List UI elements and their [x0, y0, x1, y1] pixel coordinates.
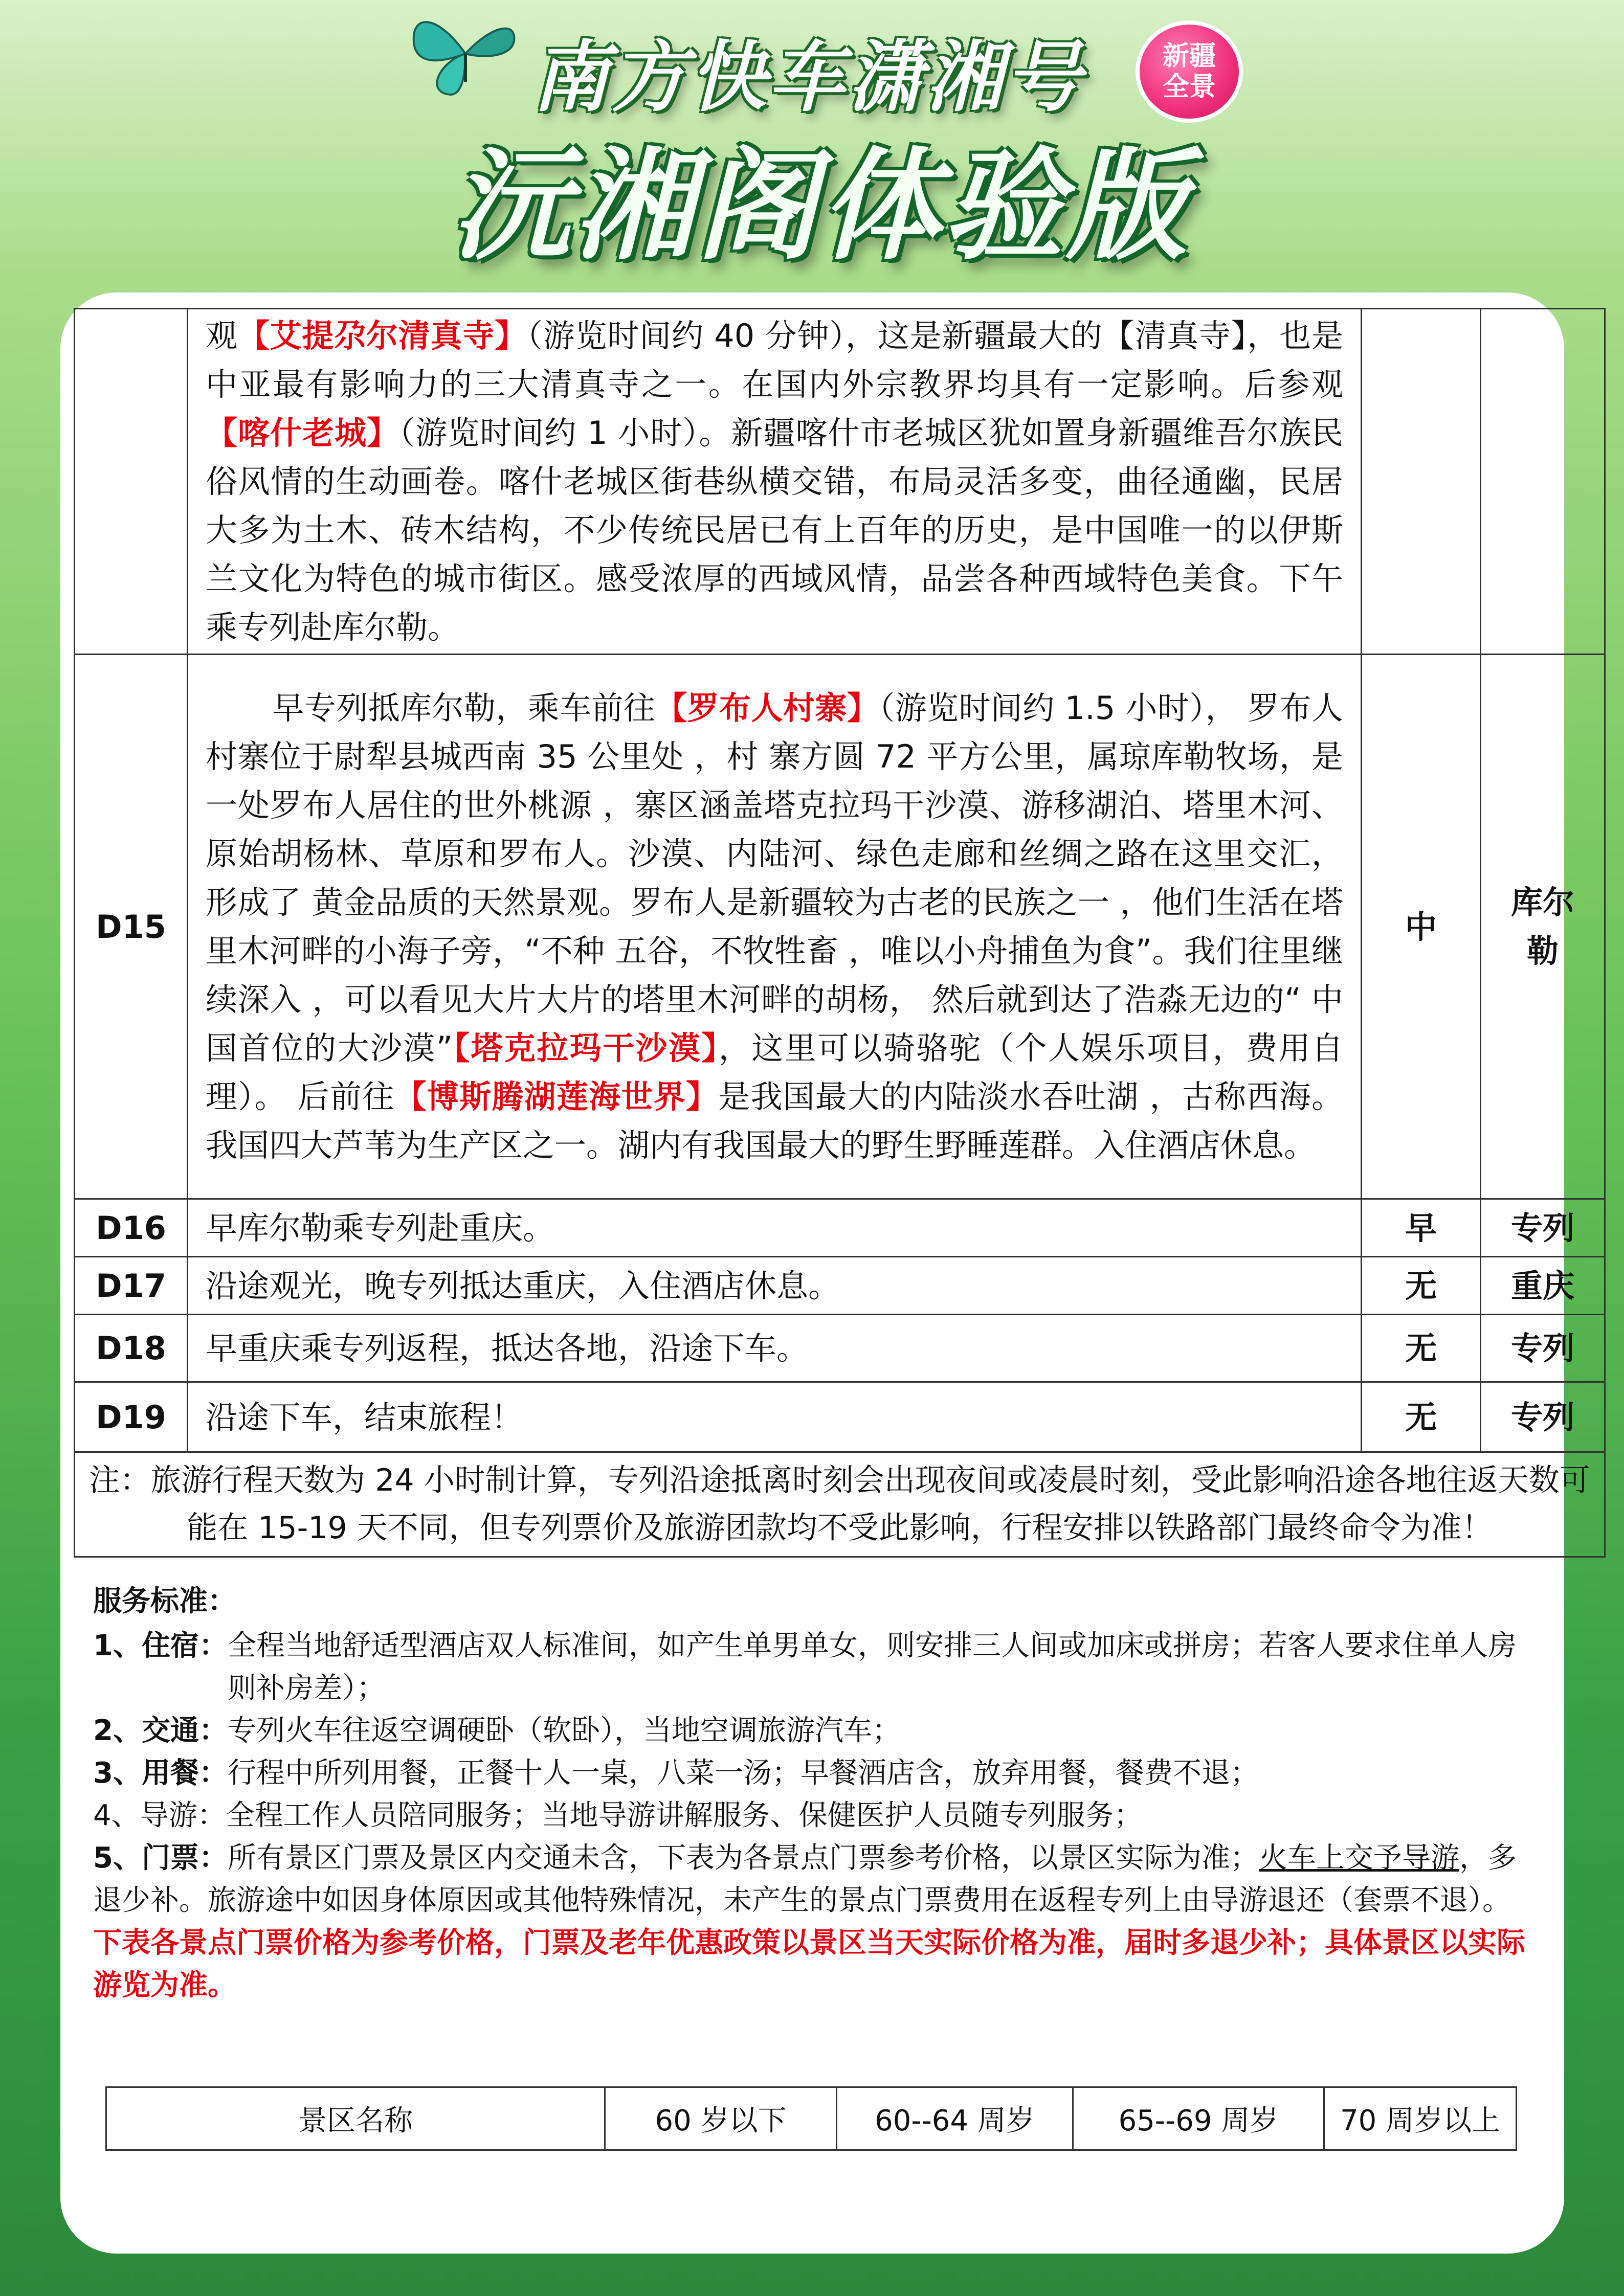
description-cell	[188, 309, 1362, 655]
service-label: 5、门票：	[93, 1841, 228, 1875]
desc-text: （游览时间约 40 分钟），这是新疆最大的【清真寺】，也是中亚最有影响力的三大清真寺之一。在国内外宗教界均具有一定影响。后参观	[206, 317, 1343, 403]
service-text: 专列火车往返空调硬卧（软卧），当地空调旅游汽车；	[227, 1714, 901, 1747]
attraction-name: 【罗布人村寨】	[655, 689, 879, 727]
service-text: 行程中所列用餐，正餐十人一桌，八菜一汤；早餐酒店含，放弃用餐，餐费不退；	[227, 1757, 1259, 1790]
service-label: 1、住宿：	[93, 1629, 228, 1662]
hotel-cell: 专列	[1481, 1315, 1605, 1382]
attraction-name: 【喀什老城】	[206, 414, 399, 452]
service-label: 3、用餐：	[93, 1757, 228, 1790]
ticket-policy	[93, 1837, 1541, 1922]
desc-text: （游览时间约 1.5 小时）， 罗布人村寨位于尉犁县城西南 35 公里处 ，村 寨方圆 72 平方公里，属琼库勒牧场，是一处罗布人居住的世外桃源 ，寨区涵盖塔克拉玛干沙漠、游移湖泊、塔里木河、原始胡杨林、草原和罗布人。沙漠、内陆河、绿色走廊和丝绸之路在这里交汇，形成了 黄金品质的天然景观。罗布人是新疆较为古老的民族之一 ，他们生活在塔里木河畔的小海子旁，“不种 五谷，不牧牲畜 ，唯以小舟捕鱼为食”。我们往里继续深入 ，可以看见大片大片的塔里木河畔的胡杨， 然后就到达了浩淼无边的“ 中国首位的大沙漠”	[206, 689, 1343, 1067]
column-header: 60--64 周岁	[837, 2087, 1073, 2150]
table-row	[75, 309, 1605, 655]
description-cell: 沿途下车，结束旅程！	[188, 1382, 1362, 1452]
service-text-underlined: 火车上交予导游	[1258, 1841, 1459, 1875]
hotel-cell: 重庆	[1481, 1257, 1605, 1315]
meal-cell: 早	[1362, 1199, 1481, 1257]
meal-cell: 无	[1362, 1315, 1481, 1382]
column-header: 60 岁以下	[605, 2087, 837, 2150]
column-header: 70 周岁以上	[1324, 2087, 1517, 2150]
day-cell	[75, 309, 188, 655]
service-item	[93, 1625, 1541, 1709]
table-row	[75, 1257, 1605, 1315]
day-cell: D17	[75, 1257, 188, 1315]
hotel-cell	[1481, 655, 1605, 1199]
meal-cell: 无	[1362, 1382, 1481, 1452]
desc-text: ，这里可以骑骆驼（个人娱乐项目，费用自理）。 后前往	[206, 1029, 1343, 1115]
service-item	[93, 1709, 1541, 1752]
ticket-price-table	[105, 2086, 1517, 2151]
day-cell: D16	[75, 1199, 188, 1257]
service-standards	[93, 1580, 1541, 2007]
meal-cell: 中	[1362, 655, 1481, 1199]
table-row	[75, 1382, 1605, 1452]
desc-text: （游览时间约 1 小时）。新疆喀什市老城区犹如置身新疆维吾尔族民俗风情的生动画卷。喀什老城区街巷纵横交错，布局灵活多变，曲径通幽，民居大多为土木、砖木结构，不少传统民居已有上百年的历史，是中国唯一的以伊斯兰文化为特色的城市街区。感受浓厚的西域风情，品尝各种西域特色美食。下午乘专列赴库尔勒。	[206, 414, 1343, 646]
service-item	[93, 1794, 1541, 1837]
note-row	[75, 1452, 1605, 1557]
attraction-name: 【塔克拉玛干沙漠】	[452, 1029, 719, 1067]
itinerary-table	[74, 308, 1606, 1558]
desc-text: 早专列抵库尔勒，乘车前往	[272, 689, 656, 727]
banner	[0, 0, 1624, 307]
table-row	[75, 1199, 1605, 1257]
table-row	[75, 1315, 1605, 1382]
day-cell: D19	[75, 1382, 188, 1452]
service-label: 2、交通：	[93, 1714, 228, 1747]
meal-cell	[1362, 309, 1481, 655]
day-cell: D18	[75, 1315, 188, 1382]
desc-text: 是我国最大的内陆淡水吞吐湖 ，古称西海。我国四大芦苇为生产区之一。湖内有我国最大的野生野睡莲群。入住酒店休息。	[206, 1078, 1343, 1164]
day-cell: D15	[75, 655, 188, 1199]
description-cell: 沿途观光，晚专列抵达重庆，入住酒店休息。	[188, 1257, 1362, 1315]
badge-line1: 新疆	[1162, 41, 1216, 72]
desc-text: 观	[206, 317, 238, 354]
service-label: 4、导游：	[93, 1799, 226, 1832]
description-cell: 早库尔勒乘专列赴重庆。	[188, 1199, 1362, 1257]
description-cell	[188, 655, 1362, 1199]
banner-title-line1: 南方快车潇湘号	[532, 33, 1084, 122]
attraction-name: 【艾提尕尔清真寺】	[237, 317, 527, 354]
service-heading: 服务标准：	[93, 1585, 236, 1618]
hotel-cell: 专列	[1481, 1199, 1605, 1257]
badge-line2: 全景	[1162, 72, 1216, 102]
column-header: 景区名称	[106, 2087, 605, 2150]
hotel-label: 库尔勒	[1510, 884, 1574, 970]
butterfly-icon	[404, 5, 527, 102]
service-text: 所有景区门票及景区内交通未含，下表为各景点门票参考价格，以景区实际为准；	[227, 1841, 1259, 1875]
table-header-row	[106, 2087, 1517, 2150]
attraction-name: 【博斯腾湖莲海世界】	[394, 1078, 719, 1115]
region-badge	[1136, 20, 1243, 123]
meal-cell: 无	[1362, 1257, 1481, 1315]
banner-title-line2: 沅湘阁体验版	[450, 137, 1190, 276]
column-header: 65--69 周岁	[1073, 2087, 1324, 2150]
table-row	[75, 655, 1605, 1199]
hotel-cell	[1481, 309, 1605, 655]
service-text: 全程当地舒适型酒店双人标准间，如产生单男单女，则安排三人间或加床或拼房；若客人要求住单人房则补房差）；	[227, 1629, 1517, 1705]
ticket-price-warning: 下表各景点门票价格为参考价格，门票及老年优惠政策以景区当天实际价格为准，届时多退少补；具体景区以实际游览为准。	[93, 1926, 1525, 2002]
hotel-cell: 专列	[1481, 1382, 1605, 1452]
itinerary-note: 注：旅游行程天数为 24 小时制计算，专列沿途抵离时刻会出现夜间或凌晨时刻，受此影响沿途各地往返天数可能在 15-19 天不同，但专列票价及旅游团款均不受此影响，行程安排以铁路部门最终命令为准！	[75, 1452, 1605, 1557]
service-text: ，多退少补。旅游途中如因身体原因或其他特殊情况，未产生的景点门票费用在返程专列上由导游退还（套票不退）。	[93, 1841, 1517, 1917]
description-cell: 早重庆乘专列返程，抵达各地，沿途下车。	[188, 1315, 1362, 1382]
service-text: 全程工作人员陪同服务；当地导游讲解服务、保健医护人员随专列服务；	[226, 1799, 1143, 1832]
service-item	[93, 1752, 1541, 1794]
